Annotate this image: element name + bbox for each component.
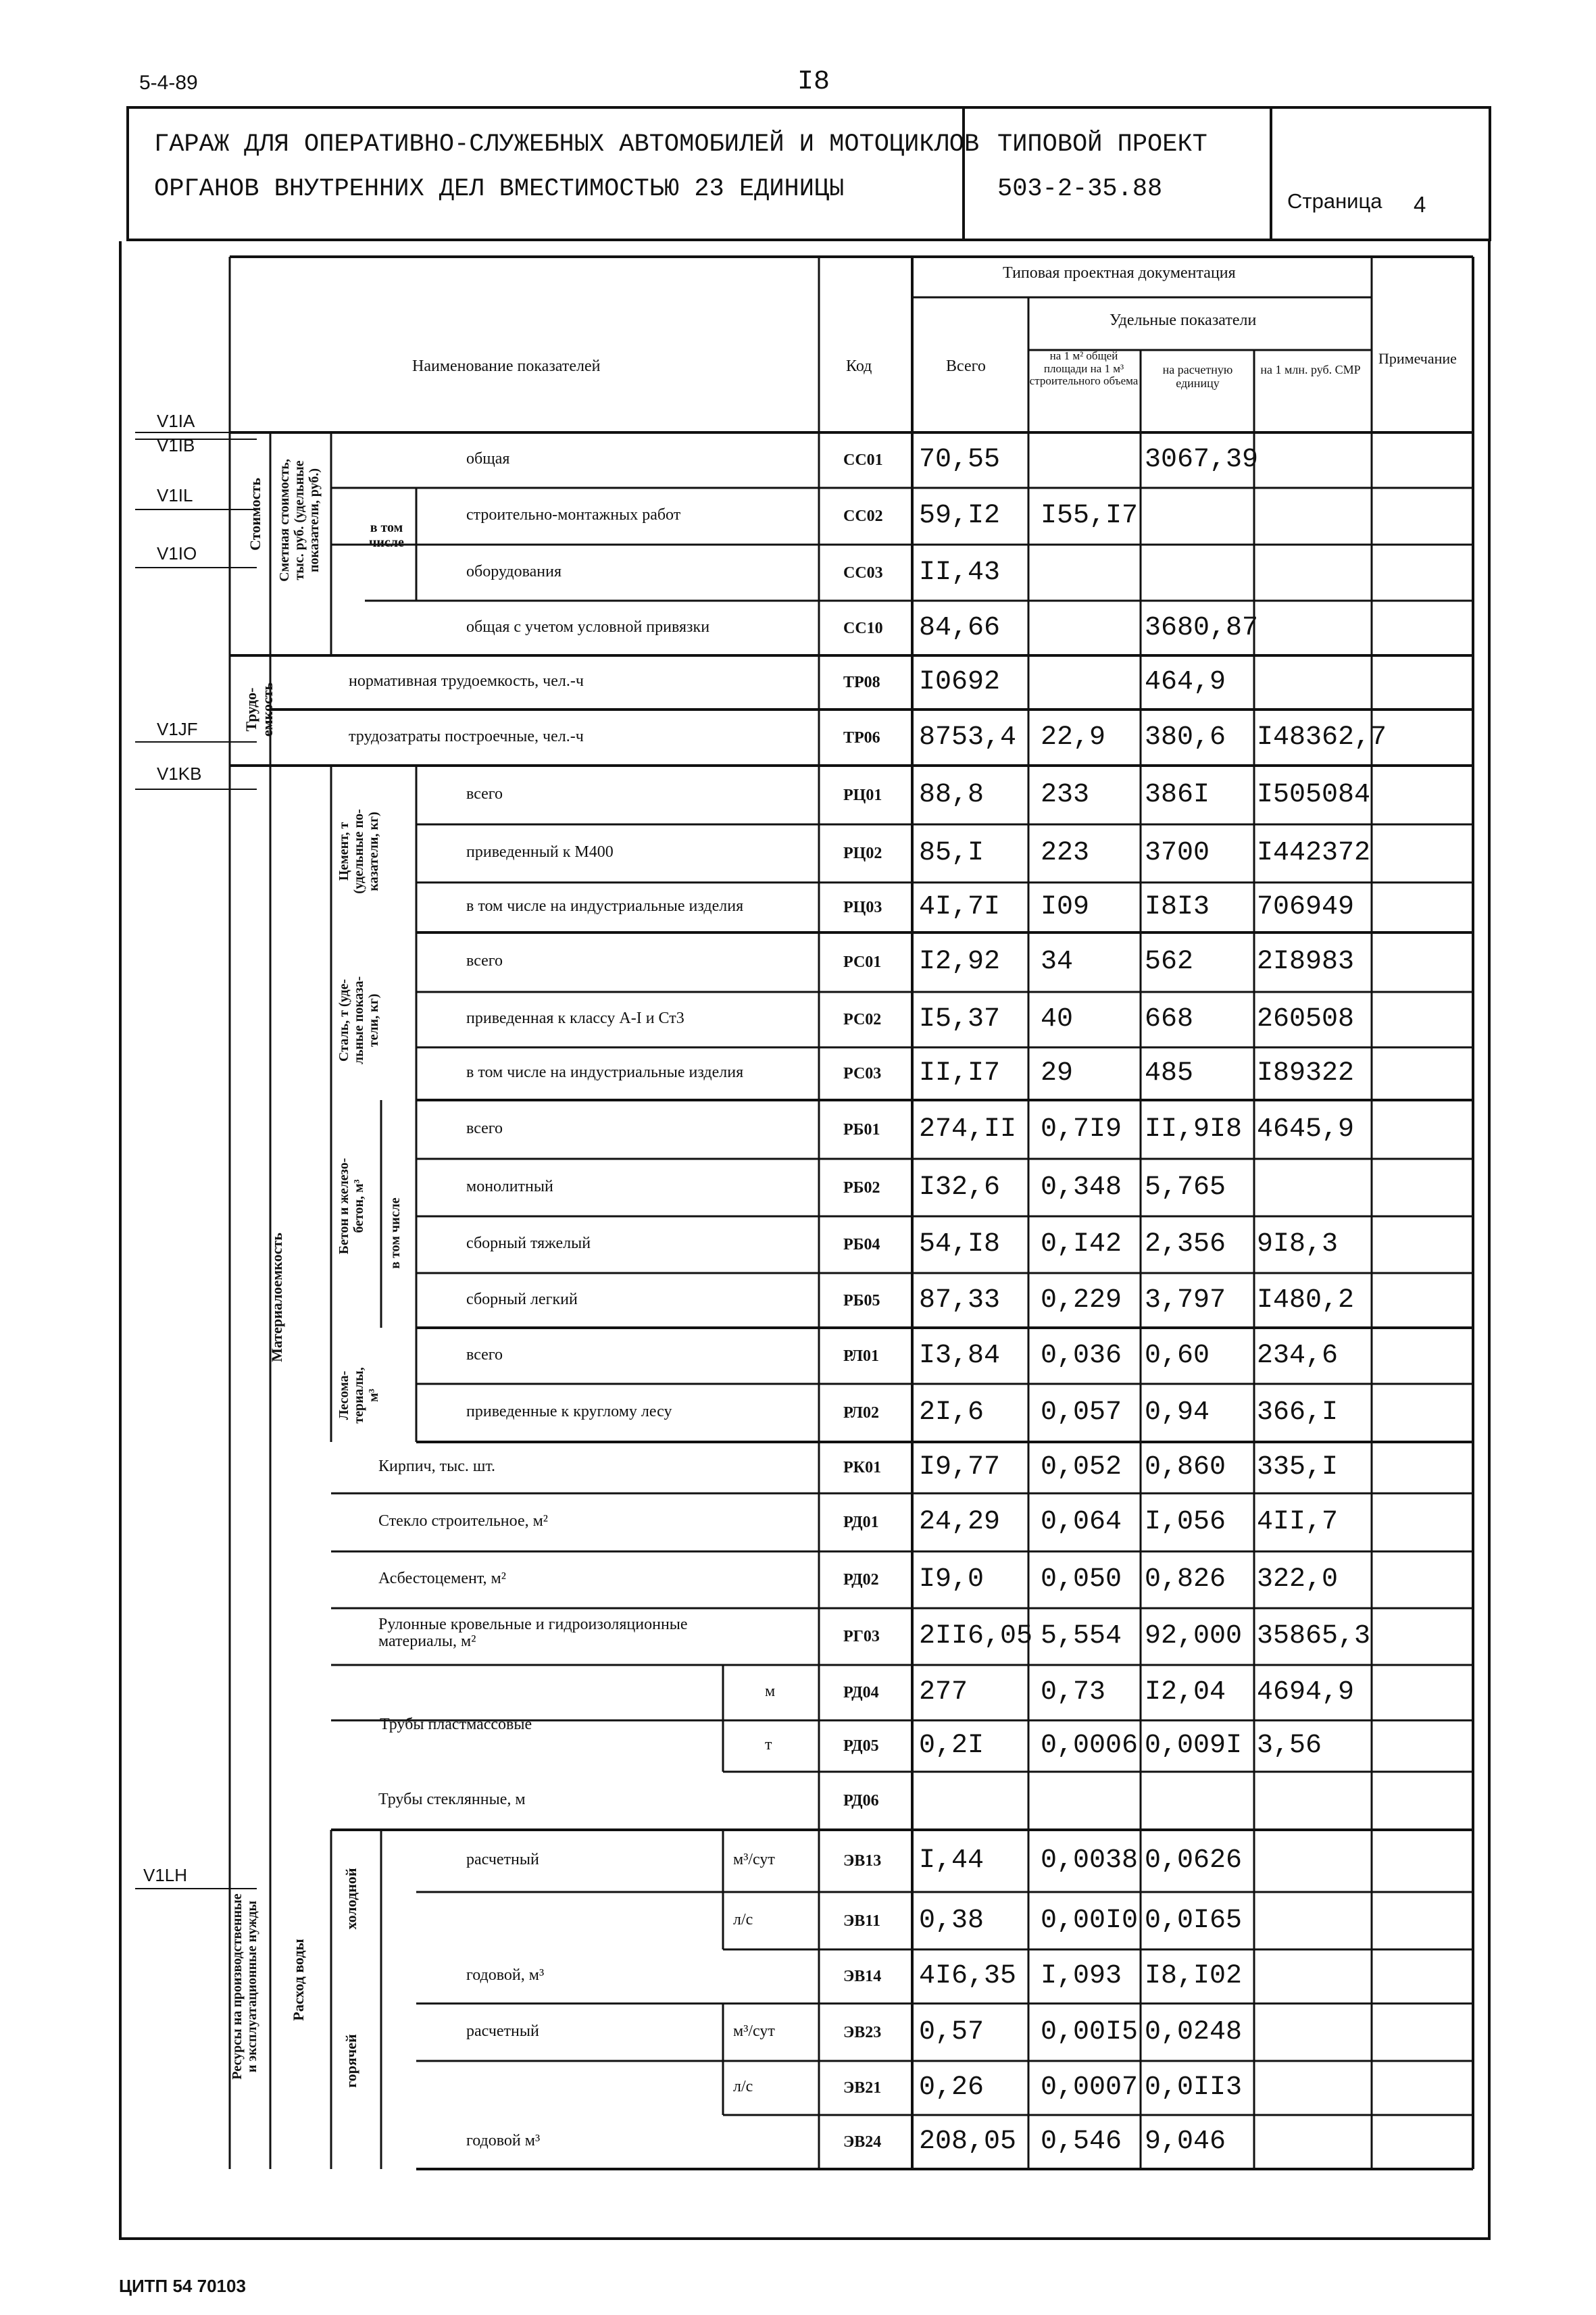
value-per-m2: 0,229 [1041, 1285, 1122, 1316]
value-per-mln: I48362,7 [1257, 722, 1387, 753]
value-per-unit: 0,0II3 [1145, 2072, 1243, 2103]
row-code: РБ01 [843, 1120, 880, 1139]
value-per-m2: 0,I42 [1041, 1229, 1122, 1260]
row-code: РС03 [843, 1065, 882, 1082]
value-total: 2I,6 [919, 1397, 984, 1428]
value-per-unit: 2,356 [1145, 1229, 1226, 1260]
value-per-mln: 706949 [1257, 892, 1355, 922]
col-header-code: Код [846, 357, 872, 375]
value-per-unit: 92,000 [1145, 1621, 1243, 1651]
row-code: РД01 [843, 1514, 879, 1531]
value-per-m2: 0,0038 [1041, 1845, 1139, 1876]
value-per-mln: 3,56 [1257, 1731, 1322, 1761]
value-total: I32,6 [919, 1172, 1001, 1203]
value-per-m2: I55,I7 [1041, 501, 1139, 531]
value-per-unit: 0,860 [1145, 1452, 1226, 1483]
group-timber: Лесома- териалы, м³ [336, 1367, 381, 1424]
row-name: строительно-монтажных работ [466, 506, 681, 524]
value-per-unit: 9,046 [1145, 2126, 1226, 2157]
row-code: ЭВ24 [843, 2133, 882, 2151]
row-unit: л/с [733, 1910, 753, 1928]
value-per-m2: 0,00I0 [1041, 1905, 1139, 1936]
row-name: всего [466, 952, 503, 970]
value-per-mln: I505084 [1257, 779, 1371, 810]
value-total: 54,I8 [919, 1229, 1001, 1260]
group-cement: Цемент, т (удельные по- казатели, кг) [336, 809, 381, 894]
value-total: 0,2I [919, 1731, 984, 1761]
row-name: в том числе на индустриальные изделия [466, 897, 744, 915]
value-per-m2: 233 [1041, 779, 1090, 810]
row-code: СС10 [843, 619, 883, 637]
value-per-unit: 380,6 [1145, 722, 1226, 753]
value-per-unit: 562 [1145, 947, 1194, 977]
value-per-unit: 0,826 [1145, 1564, 1226, 1595]
row-name: Рулонные кровельные и гидроизоляционные материалы, м² [378, 1616, 688, 1651]
row-code: РБ05 [843, 1291, 880, 1310]
value-per-mln: 4II,7 [1257, 1507, 1339, 1537]
side-code: V1JF [157, 719, 198, 739]
value-per-mln: 2I8983 [1257, 947, 1355, 977]
side-code: V1IA [157, 411, 195, 431]
value-total: 59,I2 [919, 501, 1001, 531]
row-code: РЦ02 [843, 845, 882, 862]
group-resources: Ресурсы на производственные и эксплуатационные нужды [230, 1893, 259, 2080]
group-incl: в том числе [369, 520, 404, 550]
row-code: РБ04 [843, 1236, 880, 1253]
value-per-unit: 3067,39 [1145, 445, 1259, 475]
value-per-unit: II,9I8 [1145, 1114, 1243, 1145]
col-header-name: Наименование показателей [412, 357, 601, 375]
value-per-mln: I89322 [1257, 1058, 1355, 1089]
row-name: монолитный [466, 1177, 553, 1195]
value-total: II,I7 [919, 1058, 1001, 1089]
row-code: ЭВ11 [843, 1912, 880, 1930]
row-code: РЛ02 [843, 1404, 879, 1422]
value-per-mln: 335,I [1257, 1452, 1339, 1483]
row-code: РД02 [843, 1571, 879, 1589]
row-code: РБ02 [843, 1178, 880, 1197]
value-total: 208,05 [919, 2126, 1017, 2157]
value-per-unit: I2,04 [1145, 1677, 1226, 1708]
value-per-unit: 485 [1145, 1058, 1194, 1089]
value-per-m2: 0,73 [1041, 1677, 1106, 1708]
value-total: 2II6,05 [919, 1621, 1033, 1651]
value-per-m2: 0,546 [1041, 2126, 1122, 2157]
value-per-unit: 0,0248 [1145, 2016, 1243, 2047]
row-name: Кирпич, тыс. шт. [378, 1458, 496, 1475]
value-per-unit: 0,009I [1145, 1731, 1243, 1761]
group-cost: Стоимость [247, 478, 264, 551]
footer-code: ЦИТП 54 70103 [119, 2276, 246, 2296]
row-unit: м³/сут [733, 2022, 775, 2040]
row-name: трудозатраты построечные, чел.-ч [349, 727, 584, 745]
value-per-mln: 9I8,3 [1257, 1229, 1339, 1260]
value-total: 0,38 [919, 1905, 984, 1936]
value-per-m2: I09 [1041, 892, 1090, 922]
row-code: РЦ01 [843, 786, 882, 804]
side-code: V1LH [143, 1865, 188, 1885]
value-per-m2: 29 [1041, 1058, 1074, 1089]
row-code: РД04 [843, 1684, 879, 1701]
value-total: 4I6,35 [919, 1961, 1017, 1991]
value-total: 84,66 [919, 612, 1001, 643]
col-header-per-m2: на 1 м² общей площади на 1 м³ строительного объема [1029, 349, 1139, 388]
project-label: ТИПОВОЙ ПРОЕКТ [997, 130, 1207, 159]
project-code: 503-2-35.88 [997, 175, 1163, 203]
col-header-note: Примечание [1378, 350, 1457, 367]
value-per-m2: 0,00I5 [1041, 2016, 1139, 2047]
row-code: СС01 [843, 451, 883, 469]
group-hot: горячей [343, 2034, 359, 2088]
row-code: ЭВ14 [843, 1968, 882, 1985]
value-total: II,43 [919, 557, 1001, 588]
series-code: 5-4-89 [139, 72, 198, 94]
side-code: V1IO [157, 543, 197, 564]
value-total: I2,92 [919, 947, 1001, 977]
row-name: сборный тяжелый [466, 1235, 591, 1252]
row-code: СС02 [843, 507, 883, 525]
row-name: общая с учетом условной привязки [466, 618, 710, 636]
group-water: Расход воды [290, 1939, 307, 2021]
group-cold: холодной [343, 1868, 359, 1930]
row-name: т [765, 1736, 772, 1753]
value-per-unit: 668 [1145, 1004, 1194, 1035]
value-per-m2: 5,554 [1041, 1621, 1122, 1651]
row-code: РД05 [843, 1737, 879, 1755]
group-cost-sub: Сметная стоимость, тыс. руб. (удельные показатели, руб.) [277, 459, 322, 582]
group-labor: Трудо- емкость [243, 682, 276, 737]
row-name: нормативная трудоемкость, чел.-ч [349, 672, 584, 690]
value-per-mln: 234,6 [1257, 1340, 1339, 1371]
value-per-m2: 0,064 [1041, 1507, 1122, 1537]
value-per-m2: 34 [1041, 947, 1074, 977]
value-per-m2: 0,057 [1041, 1397, 1122, 1428]
row-code: ЭВ21 [843, 2079, 882, 2097]
value-per-mln: 35865,3 [1257, 1621, 1371, 1651]
row-code: РС02 [843, 1011, 882, 1028]
value-per-m2: 0,050 [1041, 1564, 1122, 1595]
row-code: РЦ03 [843, 899, 882, 916]
row-name: сборный легкий [466, 1290, 578, 1308]
value-per-unit: 3680,87 [1145, 612, 1259, 643]
value-total: 274,II [919, 1114, 1017, 1145]
value-total: I0692 [919, 667, 1001, 697]
value-per-m2: 0,348 [1041, 1172, 1122, 1203]
value-total: I9,77 [919, 1452, 1001, 1483]
row-code: ТР06 [843, 728, 880, 747]
row-name: расчетный [466, 2022, 539, 2040]
value-per-m2: 0,036 [1041, 1340, 1122, 1371]
value-total: 88,8 [919, 779, 984, 810]
row-code: ЭВ13 [843, 1852, 882, 1870]
row-name: всего [466, 1345, 503, 1364]
row-name: Асбестоцемент, м² [378, 1570, 506, 1587]
group-material: Материалоемкость [268, 1233, 285, 1362]
value-per-m2: 0,052 [1041, 1452, 1122, 1483]
value-per-m2: 40 [1041, 1004, 1074, 1035]
value-per-m2: 0,0007 [1041, 2072, 1139, 2103]
value-per-mln: 4694,9 [1257, 1677, 1355, 1708]
row-code: РК01 [843, 1459, 882, 1476]
value-per-mln: I480,2 [1257, 1285, 1355, 1316]
value-per-m2: 223 [1041, 838, 1090, 868]
value-total: 0,57 [919, 2016, 984, 2047]
value-total: 4I,7I [919, 892, 1001, 922]
value-per-unit: 0,94 [1145, 1397, 1210, 1428]
value-per-unit: 0,60 [1145, 1340, 1210, 1371]
value-per-mln: I442372 [1257, 838, 1371, 868]
row-code: РС01 [843, 953, 882, 971]
row-name: м [765, 1683, 776, 1700]
value-per-m2: 22,9 [1041, 722, 1106, 753]
value-per-unit: 464,9 [1145, 667, 1226, 697]
value-per-unit: 386I [1145, 779, 1210, 810]
page-label: Страница [1287, 189, 1382, 213]
value-total: I5,37 [919, 1004, 1001, 1035]
group-steel: Сталь, т (уде- льные показа- тели, кг) [336, 976, 381, 1065]
row-name: расчетный [466, 1851, 539, 1868]
row-code: СС03 [843, 564, 883, 582]
value-total: 24,29 [919, 1507, 1001, 1537]
page-number: 4 [1414, 192, 1426, 217]
value-per-unit: 3,797 [1145, 1285, 1226, 1316]
value-total: 85,I [919, 838, 984, 868]
value-per-unit: I8I3 [1145, 892, 1210, 922]
row-unit: м³/сут [733, 1851, 775, 1868]
col-header-per-unit: на расчетную единицу [1162, 363, 1233, 390]
value-per-unit: I,056 [1145, 1507, 1226, 1537]
value-total: 0,26 [919, 2072, 984, 2103]
value-total: I3,84 [919, 1340, 1001, 1371]
title-line-2: ОРГАНОВ ВНУТРЕННИХ ДЕЛ ВМЕСТИМОСТЬЮ 23 ЕДИНИЦЫ [154, 175, 845, 203]
group-concrete-incl: в том числе [388, 1197, 403, 1269]
row-name: годовой м³ [466, 2132, 541, 2149]
value-per-mln: 366,I [1257, 1397, 1339, 1428]
value-total: 8753,4 [919, 722, 1017, 753]
row-name: всего [466, 1119, 503, 1137]
group-pipes-plastic: Трубы пластмассовые [380, 1716, 532, 1733]
col-header-specific: Удельные показатели [1109, 312, 1257, 329]
title-line-1: ГАРАЖ ДЛЯ ОПЕРАТИВНО-СЛУЖЕБНЫХ АВТОМОБИЛЕЙ И МОТОЦИКЛОВ [154, 130, 980, 159]
value-per-unit: 5,765 [1145, 1172, 1226, 1203]
row-name: приведенный к М400 [466, 843, 614, 861]
value-total: 70,55 [919, 445, 1001, 475]
row-name: годовой, м³ [466, 1966, 545, 1984]
side-code: V1IB [157, 435, 195, 455]
value-total: 277 [919, 1677, 968, 1708]
value-per-m2: 0,0006 [1041, 1731, 1139, 1761]
row-name: Трубы стеклянные, м [378, 1791, 526, 1808]
row-code: РГ03 [843, 1628, 880, 1645]
row-name: Стекло строительное, м² [378, 1512, 548, 1530]
col-header-per-mln: на 1 млн. руб. СМР [1260, 363, 1361, 376]
value-per-unit: 3700 [1145, 838, 1210, 868]
row-name: приведенная к классу А-I и Ст3 [466, 1010, 684, 1027]
side-code: V1KB [157, 764, 202, 784]
value-per-unit: 0,0626 [1145, 1845, 1243, 1876]
row-unit: л/с [733, 2078, 753, 2095]
value-per-unit: 0,0I65 [1145, 1905, 1243, 1936]
row-name: общая [466, 450, 510, 468]
value-per-unit: I8,I02 [1145, 1961, 1243, 1991]
row-name: в том числе на индустриальные изделия [466, 1064, 744, 1081]
value-per-mln: 4645,9 [1257, 1114, 1355, 1145]
row-code: ЭВ23 [843, 2023, 882, 2041]
col-header-total: Всего [946, 357, 986, 375]
value-per-mln: 260508 [1257, 1004, 1355, 1035]
row-code: ТР08 [843, 674, 880, 691]
row-code: РЛ01 [843, 1347, 879, 1365]
value-total: I9,0 [919, 1564, 984, 1595]
row-code: РД06 [843, 1792, 879, 1810]
col-header-doc: Типовая проектная документация [1003, 264, 1236, 282]
row-name: всего [466, 785, 503, 803]
value-total: 87,33 [919, 1285, 1001, 1316]
side-code: V1IL [157, 485, 193, 505]
group-concrete: Бетон и железо- бетон, м³ [336, 1158, 366, 1255]
value-total: I,44 [919, 1845, 984, 1876]
sheet-number: I8 [797, 67, 830, 97]
value-per-mln: 322,0 [1257, 1564, 1339, 1595]
value-per-m2: 0,7I9 [1041, 1114, 1122, 1145]
row-name: оборудования [466, 562, 562, 580]
value-per-m2: I,093 [1041, 1961, 1122, 1991]
row-name: приведенные к круглому лесу [466, 1403, 672, 1420]
